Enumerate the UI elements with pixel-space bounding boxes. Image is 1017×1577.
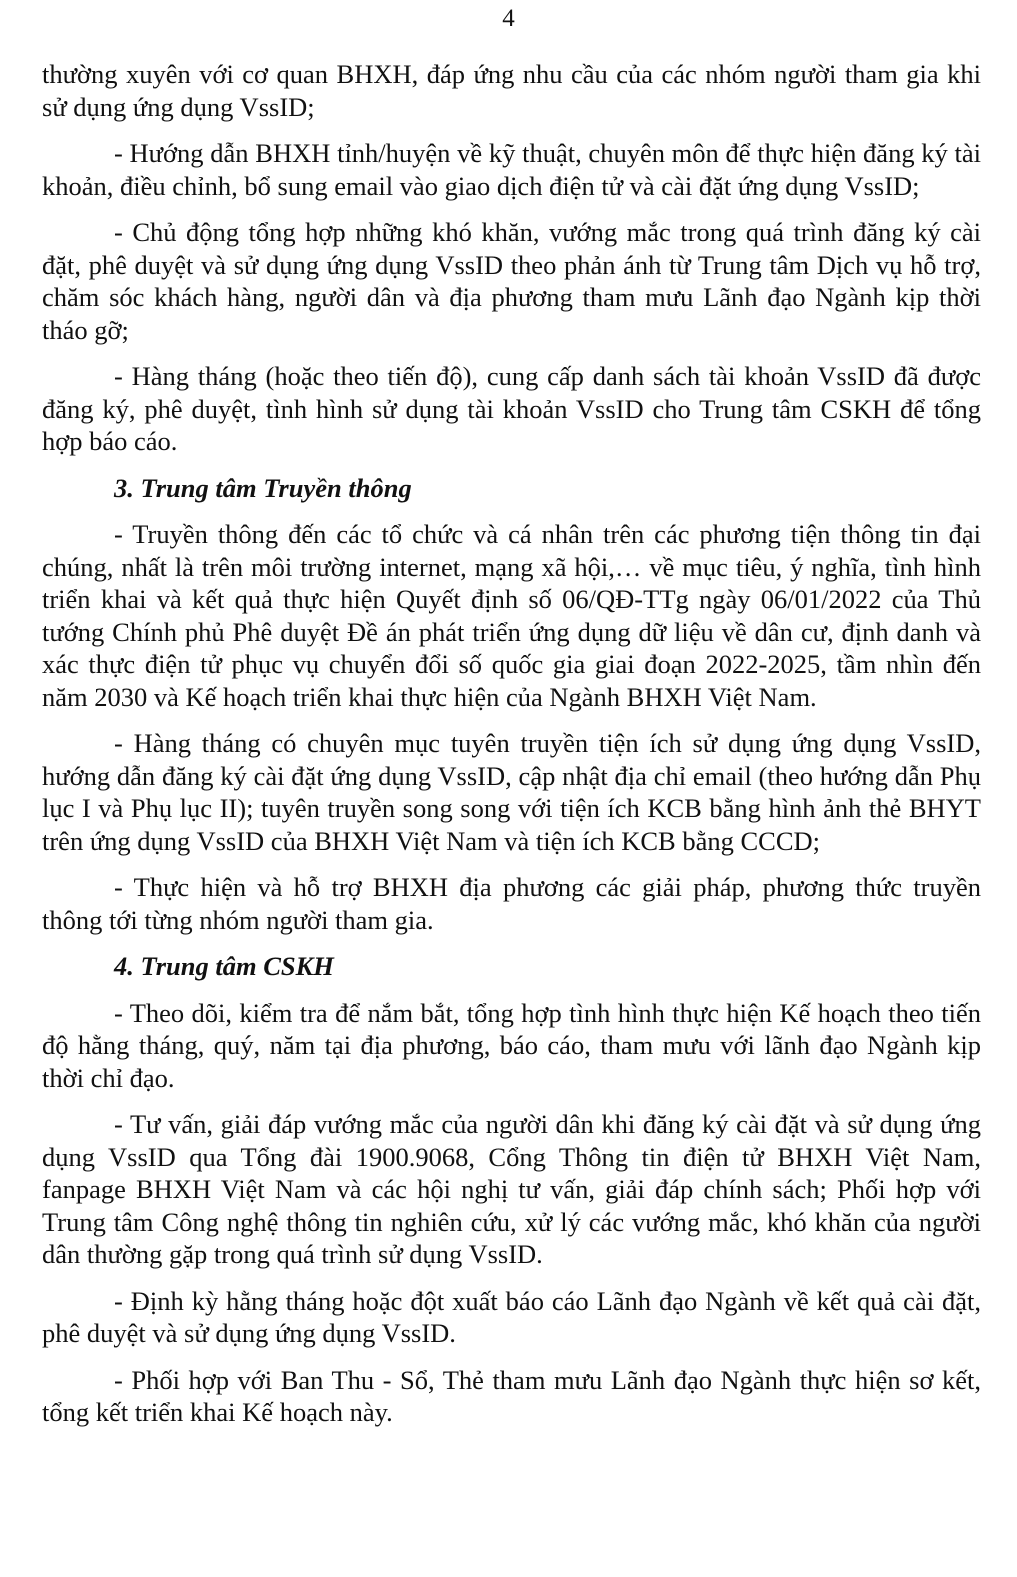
paragraph: - Theo dõi, kiểm tra để nắm bắt, tổng hợp tình hình thực hiện Kế hoạch theo tiến độ hằng tháng, quý, năm tại địa phương, báo cáo, tham mưu với lãnh đạo Ngành kịp thời chỉ đạo. [42,997,981,1093]
paragraph: - Tư vấn, giải đáp vướng mắc của người dân khi đăng ký cài đặt và sử dụng ứng dụng VssID qua Tổng đài 1900.9068, Cổng Thông tin điện tử BHXH Việt Nam, fanpage BHXH Việt Nam và các hội nghị tư vấn, giải đáp chính sách; Phối hợp với Trung tâm Công nghệ thông tin nghiên cứu, xử lý các vướng mắc, khó khăn của người dân thường gặp trong quá trình sử dụng VssID. [42,1109,981,1269]
section-heading-3: 3. Trung tâm Truyền thông [114,472,412,503]
paragraph: - Chủ động tổng hợp những khó khăn, vướng mắc trong quá trình đăng ký cài đặt, phê duyệt và sử dụng ứng dụng VssID theo phản ánh từ Trung tâm Dịch vụ hỗ trợ, chăm sóc khách hàng, người dân và địa phương tham mưu Lãnh đạo Ngành kịp thời tháo gỡ; [42,217,981,345]
paragraph-continuation: thường xuyên với cơ quan BHXH, đáp ứng nhu cầu của các nhóm người tham gia khi sử dụng ứng dụng VssID; [42,59,981,122]
section-heading-4: 4. Trung tâm CSKH [114,951,334,981]
paragraph: - Định kỳ hằng tháng hoặc đột xuất báo cáo Lãnh đạo Ngành về kết quả cài đặt, phê duyệt và sử dụng ứng dụng VssID. [42,1285,981,1348]
page-number: 4 [502,5,515,32]
paragraph: - Hướng dẫn BHXH tỉnh/huyện về kỹ thuật, chuyên môn để thực hiện đăng ký tài khoản, điều chỉnh, bổ sung email vào giao dịch điện tử và cài đặt ứng dụng VssID; [42,138,981,201]
paragraph: - Thực hiện và hỗ trợ BHXH địa phương các giải pháp, phương thức truyền thông tới từng nhóm người tham gia. [42,872,981,935]
paragraph: - Phối hợp với Ban Thu - Sổ, Thẻ tham mưu Lãnh đạo Ngành thực hiện sơ kết, tổng kết triển khai Kế hoạch này. [42,1364,981,1427]
document-body [42,58,981,1443]
paragraph: - Hàng tháng có chuyên mục tuyên truyền tiện ích sử dụng ứng dụng VssID, hướng dẫn đăng ký cài đặt ứng dụng VssID, cập nhật địa chỉ email (theo hướng dẫn Phụ lục I và Phụ lục II); tuyên truyền song song với tiện ích KCB bằng hình ảnh thẻ BHYT trên ứng dụng VssID của BHXH Việt Nam và tiện ích KCB bằng CCCD; [42,728,981,856]
paragraph: - Hàng tháng (hoặc theo tiến độ), cung cấp danh sách tài khoản VssID đã được đăng ký, phê duyệt, tình hình sử dụng tài khoản VssID cho Trung tâm CSKH để tổng hợp báo cáo. [42,361,981,456]
paragraph: - Truyền thông đến các tổ chức và cá nhân trên các phương tiện thông tin đại chúng, nhất là trên môi trường internet, mạng xã hội,… về mục tiêu, ý nghĩa, tình hình triển khai và kết quả thực hiện Quyết định số 06/QĐ-TTg ngày 06/01/2022 của Thủ tướng Chính phủ Phê duyệt Đề án phát triển ứng dụng dữ liệu về dân cư, định danh và xác thực điện tử phục vụ chuyển đổi số quốc gia giai đoạn 2022-2025, tầm nhìn đến năm 2030 và Kế hoạch triển khai thực hiện của Ngành BHXH Việt Nam. [42,519,981,712]
